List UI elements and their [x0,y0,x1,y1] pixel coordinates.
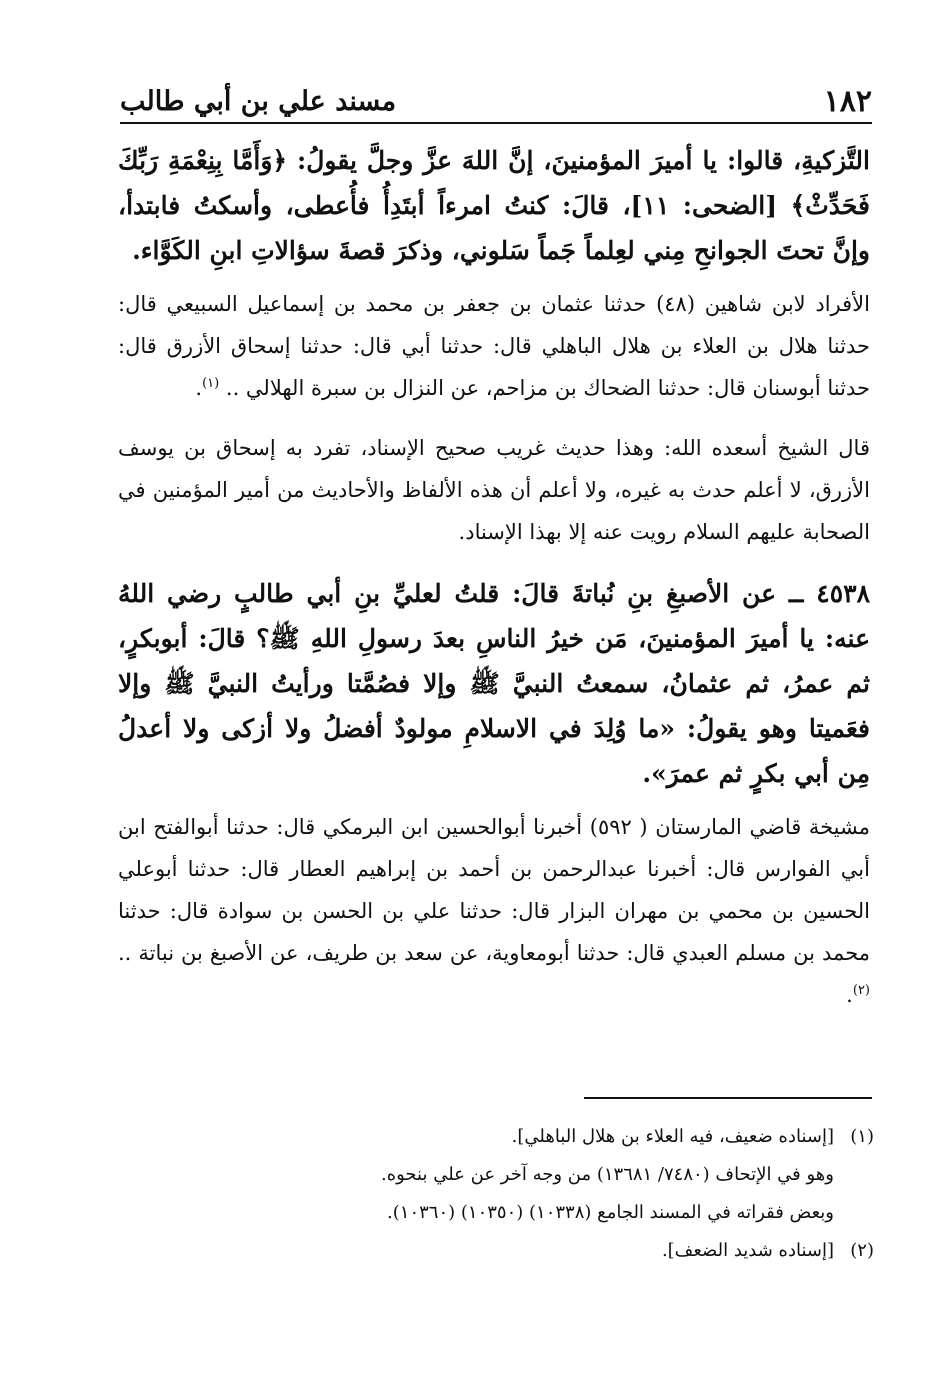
hadith-4538 [118,571,870,796]
page-header [120,78,872,124]
page-number: ١٨٢ [823,84,872,119]
page-body [118,138,870,1016]
source-citation-1: الأفراد لابن شاهين (٤٨) حدثنا عثمان بن جعفر بن محمد بن إسماعيل السبيعي قال: حدثنا هلال بن العلاء بن هلال الباهلي قال: حدثنا أبي قال: حدثنا إسحاق الأزرق قال: حدثنا أبوسنان قال: حدثنا الضحاك بن مزاحم، عن النزال بن سبرة الهلالي .. $^{(١)}$. [118,292,870,400]
sheikh-comment-text: قال الشيخ أسعده الله: وهذا حديث غريب صحيح الإسناد، تفرد به إسحاق بن يوسف الأزرق، لا أعلم حدث به غيره، ولا أعلم أن هذه الألفاظ والأحاديث من أمير المؤمنين في الصحابة عليهم السلام رويت عنه إلا بهذا الإسناد. [118,436,870,544]
footnote-1-line-3: وبعض فقراته في المسند الجامع (١٠٣٣٨) (١٠٣٥٠) (١٠٣٦٠). [387,1202,834,1223]
footnote-ref-1[interactable]: (١) [202,376,220,391]
source-citation-1-text: الأفراد لابن شاهين (٤٨) حدثنا عثمان بن جعفر بن محمد بن إسماعيل السبيعي قال: حدثنا هلال بن العلاء بن هلال الباهلي قال: حدثنا أبي قال: حدثنا إسحاق الأزرق قال: حدثنا أبوسنان قال: حدثنا الضحاك بن مزاحم، عن النزال بن سبرة الهلالي .. [118,292,870,400]
footnote-2 [250,1232,874,1270]
source-citation-2-text: مشيخة قاضي المارستان ( ٥٩٢) أخبرنا أبوالحسين ابن البرمكي قال: حدثنا أبوالفتح ابن أبي الفوارس قال: أخبرنا عبدالرحمن بن أحمد بن إبراهيم العطار قال: حدثنا أبوعلي الحسين بن محمي بن مهران البزار قال: حدثنا علي بن الحسن بن سوادة قال: حدثنا محمد بن مسلم العبدي قال: حدثنا أبومعاوية، عن سعد بن طريف، عن الأصبغ بن نباتة .. [118,815,871,965]
footnote-1-line-2: وهو في الإتحاف (٧٤٨٠/ ١٣٦٨١) من وجه آخر عن علي بنحوه. [380,1164,834,1185]
footnote-separator [584,1097,872,1099]
source-citation-2: مشيخة قاضي المارستان ( ٥٩٢) أخبرنا أبوالحسين ابن البرمكي قال: حدثنا أبوالفتح ابن أبي الفوارس قال: أخبرنا عبدالرحمن بن أحمد بن إبراهيم العطار قال: حدثنا أبوعلي الحسين بن محمي بن مهران البزار قال: حدثنا علي بن الحسن بن سوادة قال: حدثنا محمد بن مسلم العبدي قال: حدثنا أبومعاوية، عن سعد بن طريف، عن الأصبغ بن نباتة .. $^{(٢)}$. [118,815,871,1007]
footnote-1-number: (١) [850,1126,874,1147]
sheikh-comment [118,427,870,553]
hadith-4538-text: ٤٥٣٨ ــ عن الأصبغِ بنِ نُباتةَ قالَ: قلتُ لعليِّ بنِ أبي طالبٍ رضي اللهُ عنه: يا أميرَ المؤمنينَ، مَن خيرُ الناسِ بعدَ رسولِ اللهِ ﷺ؟ قالَ: أبوبكرٍ، ثم عمرُ، ثم عثمانُ، سمعتُ النبيَّ ﷺ وإلا فصُمَّتا ورأيتُ النبيَّ ﷺ وإلا فعَميتا وهو يقولُ: «ما وُلِدَ في الاسلامِ مولودٌ أفضلُ ولا أزكى ولا أعدلُ مِن أبي بكرٍ ثم عمرَ». [118,579,870,788]
running-head: مسند علي بن أبي طالب [120,86,397,117]
footnote-1-line-1: [إسناده ضعيف، فيه العلاء بن هلال الباهلي]. [511,1126,834,1147]
hadith-continuation-text: التَّزكيةِ، قالوا: يا أميرَ المؤمنينَ، إنَّ اللهَ عزَّ وجلَّ يقولُ: ﴿وَأَمَّا بِنِعْمَةِ رَبِّكَ فَحَدِّثْ﴾ [الضحى: ١١]، قالَ: كنتُ امرءاً أبتَدِأُ فأُعطى، وأسكتُ فابتدأ، وإنَّ تحتَ الجوانحِ مِني لعِلماً جَماً سَلوني، وذكرَ قصةَ سؤالاتِ ابنِ الكَوَّاء. [118,146,870,265]
footnote-ref-2[interactable]: (٢) [852,983,870,998]
footnotes [250,1118,874,1270]
footnote-2-line-1: [إسناده شديد الضعف]. [661,1240,834,1261]
hadith-continuation [118,138,870,273]
footnote-2-number: (٢) [850,1240,874,1261]
footnote-1 [250,1118,874,1156]
